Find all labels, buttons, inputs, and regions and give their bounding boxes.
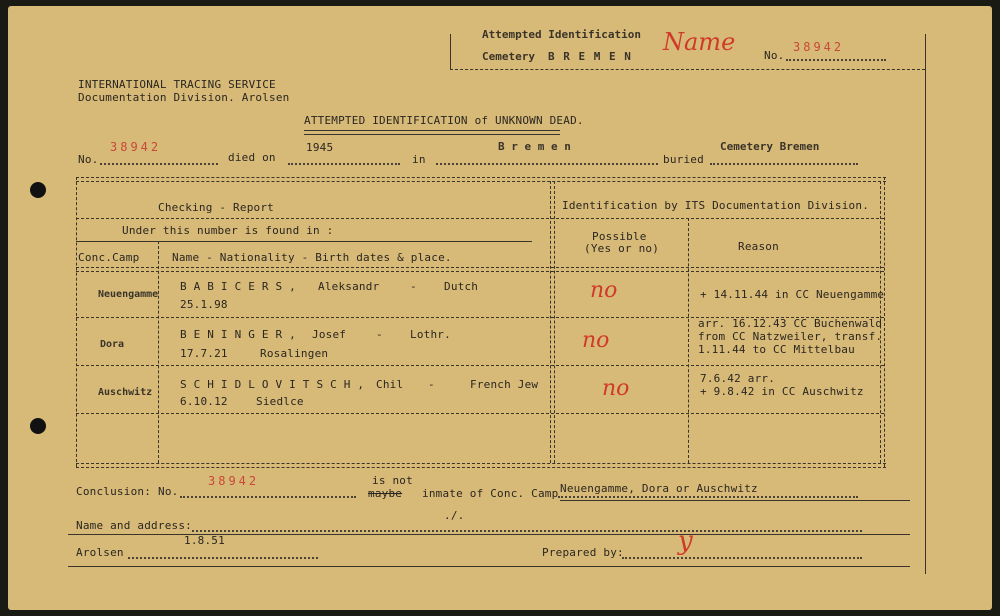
record-died-value: 1945: [306, 141, 334, 154]
document-card: [8, 6, 992, 610]
col-possible-header-2: (Yes or no): [584, 242, 660, 255]
row-nationality: French Jew: [470, 378, 539, 391]
record-buried-value: Cemetery Bremen: [720, 140, 820, 153]
row-divider-2: [76, 365, 884, 366]
top-box-no-value: 38942: [793, 40, 845, 54]
prepared-by-dots: [622, 557, 862, 559]
row-camp: Auschwitz: [98, 387, 153, 398]
col-reason-header: Reason: [738, 240, 779, 253]
name-address-dots: [192, 530, 862, 532]
table-left-border: [76, 177, 77, 467]
row-reason-1: arr. 16.12.43 CC Buchenwald: [698, 317, 883, 330]
signature: y: [678, 526, 693, 556]
top-box-no-dots: [786, 59, 886, 61]
row-possible: no: [602, 376, 630, 401]
arolsen-dots: [128, 557, 318, 559]
org-line-1: INTERNATIONAL TRACING SERVICE: [78, 78, 276, 91]
record-no-dots: [100, 163, 218, 165]
section-divider: [550, 181, 551, 463]
column-header-divider-2: [76, 271, 884, 272]
row-birth-date: 25.1.98: [180, 298, 228, 311]
found-in-text: Under this number is found in :: [122, 224, 334, 237]
row-possible: no: [590, 278, 618, 303]
record-died-dots: [288, 163, 400, 165]
possible-reason-divider: [688, 218, 689, 463]
conclusion-no-label: No.: [158, 485, 179, 498]
header-divider: [76, 218, 884, 219]
punch-hole-bottom: [30, 418, 46, 434]
column-header-divider: [76, 267, 884, 268]
punch-hole-top: [30, 182, 46, 198]
identification-header: Identification by ITS Documentation Division.: [562, 199, 870, 212]
top-box-title: Attempted Identification: [482, 28, 641, 41]
conclusion-no-value: 38942: [208, 474, 260, 488]
conclusion-label: Conclusion:: [76, 485, 152, 498]
record-buried-dots: [710, 163, 858, 165]
camp-name-divider: [158, 241, 159, 463]
top-box-cemetery-label: Cemetery: [482, 50, 535, 63]
conclusion-no-dots: [180, 496, 356, 498]
record-place-dots: [436, 163, 658, 165]
row-nationality: Dutch: [444, 280, 479, 293]
table-bottom-border-2: [76, 467, 886, 468]
row-first-name: Josef: [312, 328, 347, 341]
record-died-label: died on: [228, 151, 276, 164]
conclusion-inmate-text: inmate of Conc. Camp: [422, 487, 559, 500]
row-name: S C H I D L O V I T S C H ,: [180, 378, 365, 391]
top-box-bottom-border: [450, 69, 925, 70]
row-nationality: Lothr.: [410, 328, 451, 341]
row-reason-1: + 14.11.44 in CC Neuengamme: [700, 288, 885, 301]
top-box-handwritten-name: Name: [663, 28, 736, 56]
row-name: B A B I C E R S ,: [180, 280, 296, 293]
row-birth-place: Rosalingen: [260, 347, 329, 360]
col-name-header: Name - Nationality - Birth dates & place.: [172, 251, 452, 264]
record-buried-label: buried: [663, 153, 704, 166]
document-title: ATTEMPTED IDENTIFICATION of UNKNOWN DEAD.: [304, 114, 584, 127]
arolsen-city: Arolsen: [76, 546, 124, 559]
conclusion-slash: ./.: [444, 509, 465, 522]
conclusion-is-not-1: is not: [372, 474, 413, 487]
title-underline-1: [304, 130, 560, 131]
row-possible: no: [582, 328, 610, 353]
col-possible-header-1: Possible: [592, 230, 647, 243]
row-first-name: Aleksandr: [318, 280, 380, 293]
row-dash: -: [410, 280, 417, 293]
table-top-border-2: [76, 181, 886, 182]
top-box-cemetery-value: B R E M E N: [548, 50, 632, 63]
row-name: B E N I N G E R ,: [180, 328, 296, 341]
record-in-label: in: [412, 153, 426, 166]
table-top-border: [76, 177, 886, 178]
row-camp: Dora: [100, 339, 125, 350]
row-reason-1: 7.6.42 arr.: [700, 372, 776, 385]
top-box-no-label: No.: [764, 49, 785, 62]
row-birth-place: Siedlce: [256, 395, 304, 408]
conclusion-date: 1.8.51: [184, 534, 225, 547]
checking-report-header: Checking - Report: [158, 201, 274, 214]
table-right-border: [884, 177, 885, 467]
row-divider-3: [76, 413, 884, 414]
conclusion-rule: [560, 500, 910, 501]
row-dash: -: [428, 378, 435, 391]
row-reason-3: 1.11.44 to CC Mittelbau: [698, 343, 855, 356]
top-box-right-border: [925, 34, 926, 574]
row-reason-2: from CC Natzweiler, transf.: [698, 330, 883, 343]
row-birth-date: 6.10.12: [180, 395, 228, 408]
record-no-label: No.: [78, 153, 99, 166]
conclusion-camps: Neuengamme, Dora or Auschwitz: [560, 482, 758, 495]
row-reason-2: + 9.8.42 in CC Auschwitz: [700, 385, 864, 398]
conclusion-camps-dots: [558, 496, 858, 498]
row-birth-date: 17.7.21: [180, 347, 228, 360]
conclusion-is-not-2: maybe: [368, 487, 403, 500]
section-divider-2: [554, 181, 555, 463]
col-camp-header: Conc.Camp: [78, 251, 140, 264]
top-box-left-border: [450, 34, 451, 70]
row-camp: Neuengamme: [98, 289, 159, 300]
bottom-rule: [68, 566, 910, 567]
prepared-by-label: Prepared by:: [542, 546, 624, 559]
found-in-underline: [76, 241, 532, 242]
table-bottom-border: [76, 463, 886, 464]
record-place-value: B r e m e n: [498, 140, 571, 153]
record-no-value: 38942: [110, 140, 162, 154]
name-address-label: Name and address:: [76, 519, 192, 532]
row-first-name: Chil: [376, 378, 404, 391]
title-underline-2: [304, 134, 560, 135]
org-line-2: Documentation Division. Arolsen: [78, 91, 290, 104]
row-dash: -: [376, 328, 383, 341]
